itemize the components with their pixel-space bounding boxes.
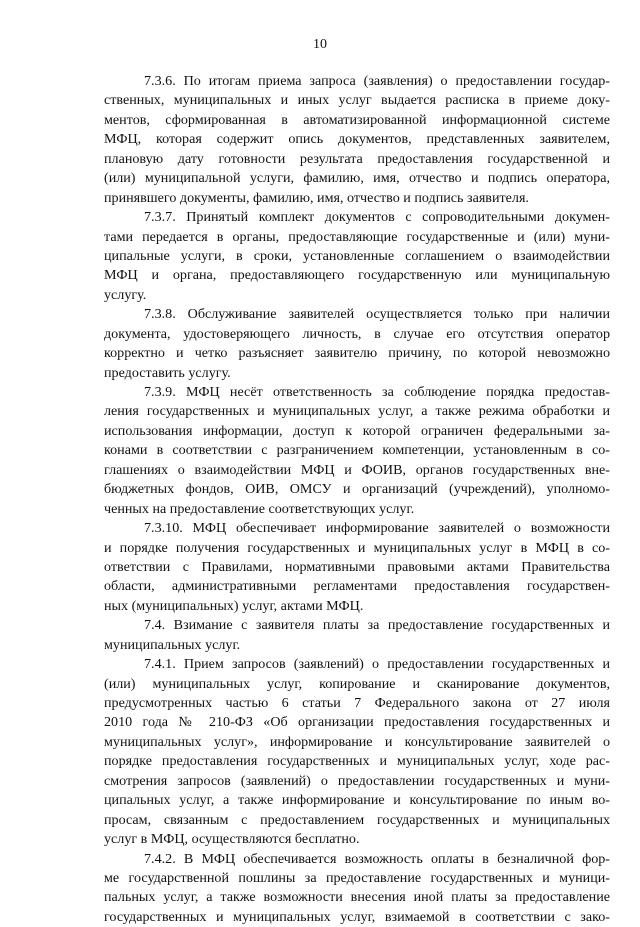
paragraph-line: муниципальных услуг. [104,636,610,655]
paragraph-line: корректно и четко разъясняет заявителю причину, по которой невозможно [104,344,610,363]
paragraph-line: МФЦ, которая содержит опись документов, представленных заявителем, [104,130,610,149]
paragraph-line: смотрения запросов (заявлений) о предоставлении государственных и муни- [104,772,610,791]
paragraph-line: 7.3.6. По итогам приема запроса (заявления) о предоставлении государ- [104,72,610,91]
paragraph [104,383,610,519]
paragraph-line: 7.4.1. Прием запросов (заявлений) о предоставлении государственных и [104,655,610,674]
paragraph [104,72,610,208]
paragraph-line: 7.4. Взимание с заявителя платы за предоставление государственных и [104,616,610,635]
paragraph-line: ципальные услуги, в сроки, установленные соглашением о взаимодействии [104,247,610,266]
paragraph-line: услуг в МФЦ, осуществляются бесплатно. [104,830,610,849]
paragraph-line: ципальных услуг, а также информирование и консультирование по иным во- [104,791,610,810]
paragraph-line: МФЦ и органа, предоставляющего государственную или муниципальную [104,266,610,285]
paragraph-line: ления государственных и муниципальных услуг, а также режима обработки и [104,402,610,421]
paragraph-line: 7.3.7. Принятый комплект документов с сопроводительными докумен- [104,208,610,227]
paragraph-line: ных (муниципальных) услуг, актами МФЦ. [104,597,610,616]
paragraph-line: глашениях о взаимодействии МФЦ и ФОИВ, органов государственных вне- [104,461,610,480]
paragraph-line: 7.3.9. МФЦ несёт ответственность за соблюдение порядка предостав- [104,383,610,402]
paragraph-line: предоставить услугу. [104,364,610,383]
paragraph-line: муниципальных услуг», информирование и консультирование заявителей о [104,733,610,752]
paragraph-line: ответствии с Правилами, нормативными правовыми актами Правительства [104,558,610,577]
paragraph-line: пальных услуг, а также возможности внесения иной платы за предоставление [104,888,610,907]
paragraph-line: 7.3.10. МФЦ обеспечивает информирование заявителей о возможности [104,519,610,538]
paragraph [104,655,610,849]
paragraph-line: документа, удостоверяющего личность, в случае его отсутствия оператор [104,325,610,344]
paragraph-line: порядке предоставления государственных и муниципальных услуг, ходе рас- [104,752,610,771]
paragraph-line: ментов, сформированная в автоматизированной информационной системе [104,111,610,130]
paragraph-line: ченных на предоставление соответствующих услуг. [104,500,610,519]
paragraph [104,850,610,927]
paragraph-line: ме государственной пошлины за предоставление государственных и муници- [104,869,610,888]
paragraph-line: 7.3.8. Обслуживание заявителей осуществляется только при наличии [104,305,610,324]
page-number: 10 [0,37,640,53]
paragraph-line: 2010 года № 210-ФЗ «Об организации предоставления государственных и [104,713,610,732]
paragraph-line: услугу. [104,286,610,305]
paragraph-line: и порядке получения государственных и муниципальных услуг в МФЦ в со- [104,539,610,558]
document-body [104,72,610,927]
paragraph-line: конами в соответствии с разграничением компетенции, установленным в со- [104,441,610,460]
paragraph [104,305,610,383]
paragraph-line: области, административными регламентами предоставления государствен- [104,577,610,596]
paragraph-line: тами передается в органы, предоставляющие государственные и (или) муни- [104,228,610,247]
paragraph-line: (или) муниципальной услуги, фамилию, имя, отчество и подпись оператора, [104,169,610,188]
paragraph-line: принявшего документы, фамилию, имя, отчество и подпись заявителя. [104,189,610,208]
paragraph-line: предусмотренных частью 6 статьи 7 Федерального закона от 27 июля [104,694,610,713]
paragraph [104,616,610,655]
paragraph-line: бюджетных фондов, ОИВ, ОМСУ и организаций (учреждений), уполномо- [104,480,610,499]
paragraph [104,519,610,616]
paragraph-line: (или) муниципальных услуг, копирование и сканирование документов, [104,675,610,694]
paragraph-line: просам, связанным с предоставлением государственных и муниципальных [104,811,610,830]
paragraph [104,208,610,305]
paragraph-line: плановую дату готовности результата предоставления государственной и [104,150,610,169]
paragraph-line: 7.4.2. В МФЦ обеспечивается возможность оплаты в безналичной фор- [104,850,610,869]
paragraph-line: использования информации, доступ к которой ограничен федеральными за- [104,422,610,441]
paragraph-line: государственных и муниципальных услуг, взимаемой в соответствии с зако- [104,908,610,927]
paragraph-line: ственных, муниципальных и иных услуг выдается расписка в приеме доку- [104,91,610,110]
